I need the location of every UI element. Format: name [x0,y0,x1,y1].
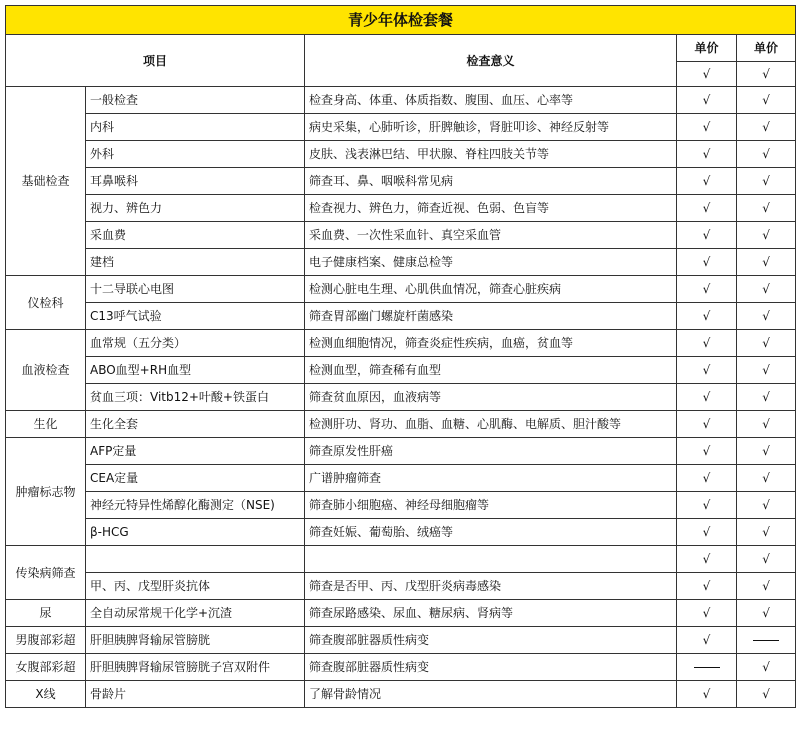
check-cell-1: √ [677,114,737,141]
check-cell-2: √ [737,573,796,600]
check-cell-1: √ [677,519,737,546]
check-cell-2: √ [737,222,796,249]
item-cell: 血常规（五分类） [86,330,305,357]
header-meaning: 检查意义 [305,35,677,87]
meaning-cell: 广谱肿瘤筛查 [305,465,677,492]
item-cell: 视力、辨色力 [86,195,305,222]
item-cell: 甲、丙、戊型肝炎抗体 [86,573,305,600]
check-cell-2: √ [737,141,796,168]
item-cell: C13呼气试验 [86,303,305,330]
category-blood: 血液检查 [6,330,86,411]
item-cell: 一般检查 [86,87,305,114]
header-check-1: √ [677,62,737,87]
table-row [6,546,796,573]
meaning-cell: 筛查肺小细胞癌、神经母细胞瘤等 [305,492,677,519]
check-cell-2: √ [737,357,796,384]
meaning-cell: 筛查原发性肝癌 [305,438,677,465]
table-row [6,600,796,627]
check-cell-1: √ [677,546,737,573]
meaning-cell: 皮肤、浅表淋巴结、甲状腺、脊柱四肢关节等 [305,141,677,168]
table-row [6,195,796,222]
check-cell-1: √ [677,384,737,411]
check-cell-2: √ [737,546,796,573]
check-cell-2: √ [737,438,796,465]
item-cell: 肝胆胰脾肾输尿管膀胱 [86,627,305,654]
check-cell-2: √ [737,276,796,303]
meaning-cell: 筛查腹部脏器质性病变 [305,654,677,681]
table-row [6,303,796,330]
category-basic: 基础检查 [6,87,86,276]
meaning-cell: 采血费、一次性采血针、真空采血管 [305,222,677,249]
table-row [6,681,796,708]
check-cell-2: √ [737,519,796,546]
table-row [6,519,796,546]
not-included-cell [737,627,796,654]
check-cell-1: √ [677,249,737,276]
table-row [6,438,796,465]
table-row [6,168,796,195]
category-female-ultrasound: 女腹部彩超 [6,654,86,681]
meaning-cell: 病史采集，心肺听诊，肝脾触诊，肾脏叩诊、神经反射等 [305,114,677,141]
table-row [6,249,796,276]
check-cell-2: √ [737,600,796,627]
item-cell: β-HCG [86,519,305,546]
table-row [6,276,796,303]
check-cell-2: √ [737,654,796,681]
check-cell-1: √ [677,357,737,384]
meaning-cell: 筛查胃部幽门螺旋杆菌感染 [305,303,677,330]
check-cell-1: √ [677,87,737,114]
item-cell: 神经元特异性烯醇化酶测定（NSE) [86,492,305,519]
check-cell-2: √ [737,249,796,276]
header-price-2: 单价 [737,35,796,62]
check-cell-1: √ [677,411,737,438]
check-cell-2: √ [737,330,796,357]
check-cell-1: √ [677,222,737,249]
package-table-container [5,5,796,708]
check-cell-1: √ [677,303,737,330]
category-tumor: 肿瘤标志物 [6,438,86,546]
meaning-cell: 筛查耳、鼻、咽喉科常见病 [305,168,677,195]
category-biochem: 生化 [6,411,86,438]
meaning-cell: 筛查腹部脏器质性病变 [305,627,677,654]
item-cell: 肝胆胰脾肾输尿管膀胱子宫双附件 [86,654,305,681]
check-cell-1: √ [677,195,737,222]
item-cell: 采血费 [86,222,305,249]
item-cell: CEA定量 [86,465,305,492]
meaning-cell: 检测肝功、肾功、血脂、血糖、心肌酶、电解质、胆汁酸等 [305,411,677,438]
meaning-cell: 检测血细胞情况，筛查炎症性疾病，血癌，贫血等 [305,330,677,357]
check-cell-2: √ [737,411,796,438]
item-cell: 内科 [86,114,305,141]
meaning-cell: 了解骨龄情况 [305,681,677,708]
table-row [6,384,796,411]
check-cell-2: √ [737,465,796,492]
table-row [6,627,796,654]
item-cell: ABO血型+RH血型 [86,357,305,384]
check-cell-1: √ [677,168,737,195]
table-row [6,492,796,519]
meaning-cell: 检测血型，筛查稀有血型 [305,357,677,384]
meaning-cell: 筛查尿路感染、尿血、糖尿病、肾病等 [305,600,677,627]
item-cell: AFP定量 [86,438,305,465]
check-cell-2: √ [737,114,796,141]
table-title: 青少年体检套餐 [6,6,796,35]
check-cell-2: √ [737,384,796,411]
check-cell-2: √ [737,195,796,222]
package-table [5,5,796,708]
dash-mark [694,667,720,668]
header-check-2: √ [737,62,796,87]
header-item: 项目 [6,35,305,87]
check-cell-2: √ [737,168,796,195]
meaning-cell: 电子健康档案、健康总检等 [305,249,677,276]
meaning-cell: 检查视力、辨色力，筛查近视、色弱、色盲等 [305,195,677,222]
table-row [6,573,796,600]
table-row [6,114,796,141]
table-row [6,330,796,357]
header-price-1: 单价 [677,35,737,62]
meaning-cell: 检测心脏电生理、心肌供血情况，筛查心脏疾病 [305,276,677,303]
item-cell: 外科 [86,141,305,168]
item-cell: 十二导联心电图 [86,276,305,303]
check-cell-1: √ [677,465,737,492]
item-cell: 贫血三项：Vitb12+叶酸+铁蛋白 [86,384,305,411]
item-cell: 生化全套 [86,411,305,438]
item-cell: 骨龄片 [86,681,305,708]
check-cell-1: √ [677,438,737,465]
check-cell-1: √ [677,681,737,708]
check-cell-2: √ [737,87,796,114]
meaning-cell: 检查身高、体重、体质指数、腹围、血压、心率等 [305,87,677,114]
category-infect: 传染病筛查 [6,546,86,600]
meaning-cell: 筛查妊娠、葡萄胎、绒癌等 [305,519,677,546]
table-row [6,87,796,114]
check-cell-2: √ [737,681,796,708]
item-cell: 全自动尿常规干化学+沉渣 [86,600,305,627]
table-row [6,222,796,249]
check-cell-1: √ [677,141,737,168]
table-row [6,357,796,384]
check-cell-2: √ [737,303,796,330]
table-row [6,411,796,438]
dash-mark [753,640,779,641]
check-cell-1: √ [677,573,737,600]
check-cell-1: √ [677,492,737,519]
check-cell-1: √ [677,600,737,627]
check-cell-1: √ [677,276,737,303]
check-cell-1: √ [677,627,737,654]
check-cell-1: √ [677,330,737,357]
check-cell-2: √ [737,492,796,519]
meaning-cell: 筛查是否甲、丙、戊型肝炎病毒感染 [305,573,677,600]
item-cell [86,546,305,573]
item-cell: 建档 [86,249,305,276]
meaning-cell [305,546,677,573]
not-included-cell [677,654,737,681]
item-cell: 耳鼻喉科 [86,168,305,195]
table-row [6,465,796,492]
category-xray: X线 [6,681,86,708]
meaning-cell: 筛查贫血原因，血液病等 [305,384,677,411]
table-row [6,141,796,168]
category-male-ultrasound: 男腹部彩超 [6,627,86,654]
category-instrument: 仪检科 [6,276,86,330]
category-urine: 尿 [6,600,86,627]
table-row [6,654,796,681]
